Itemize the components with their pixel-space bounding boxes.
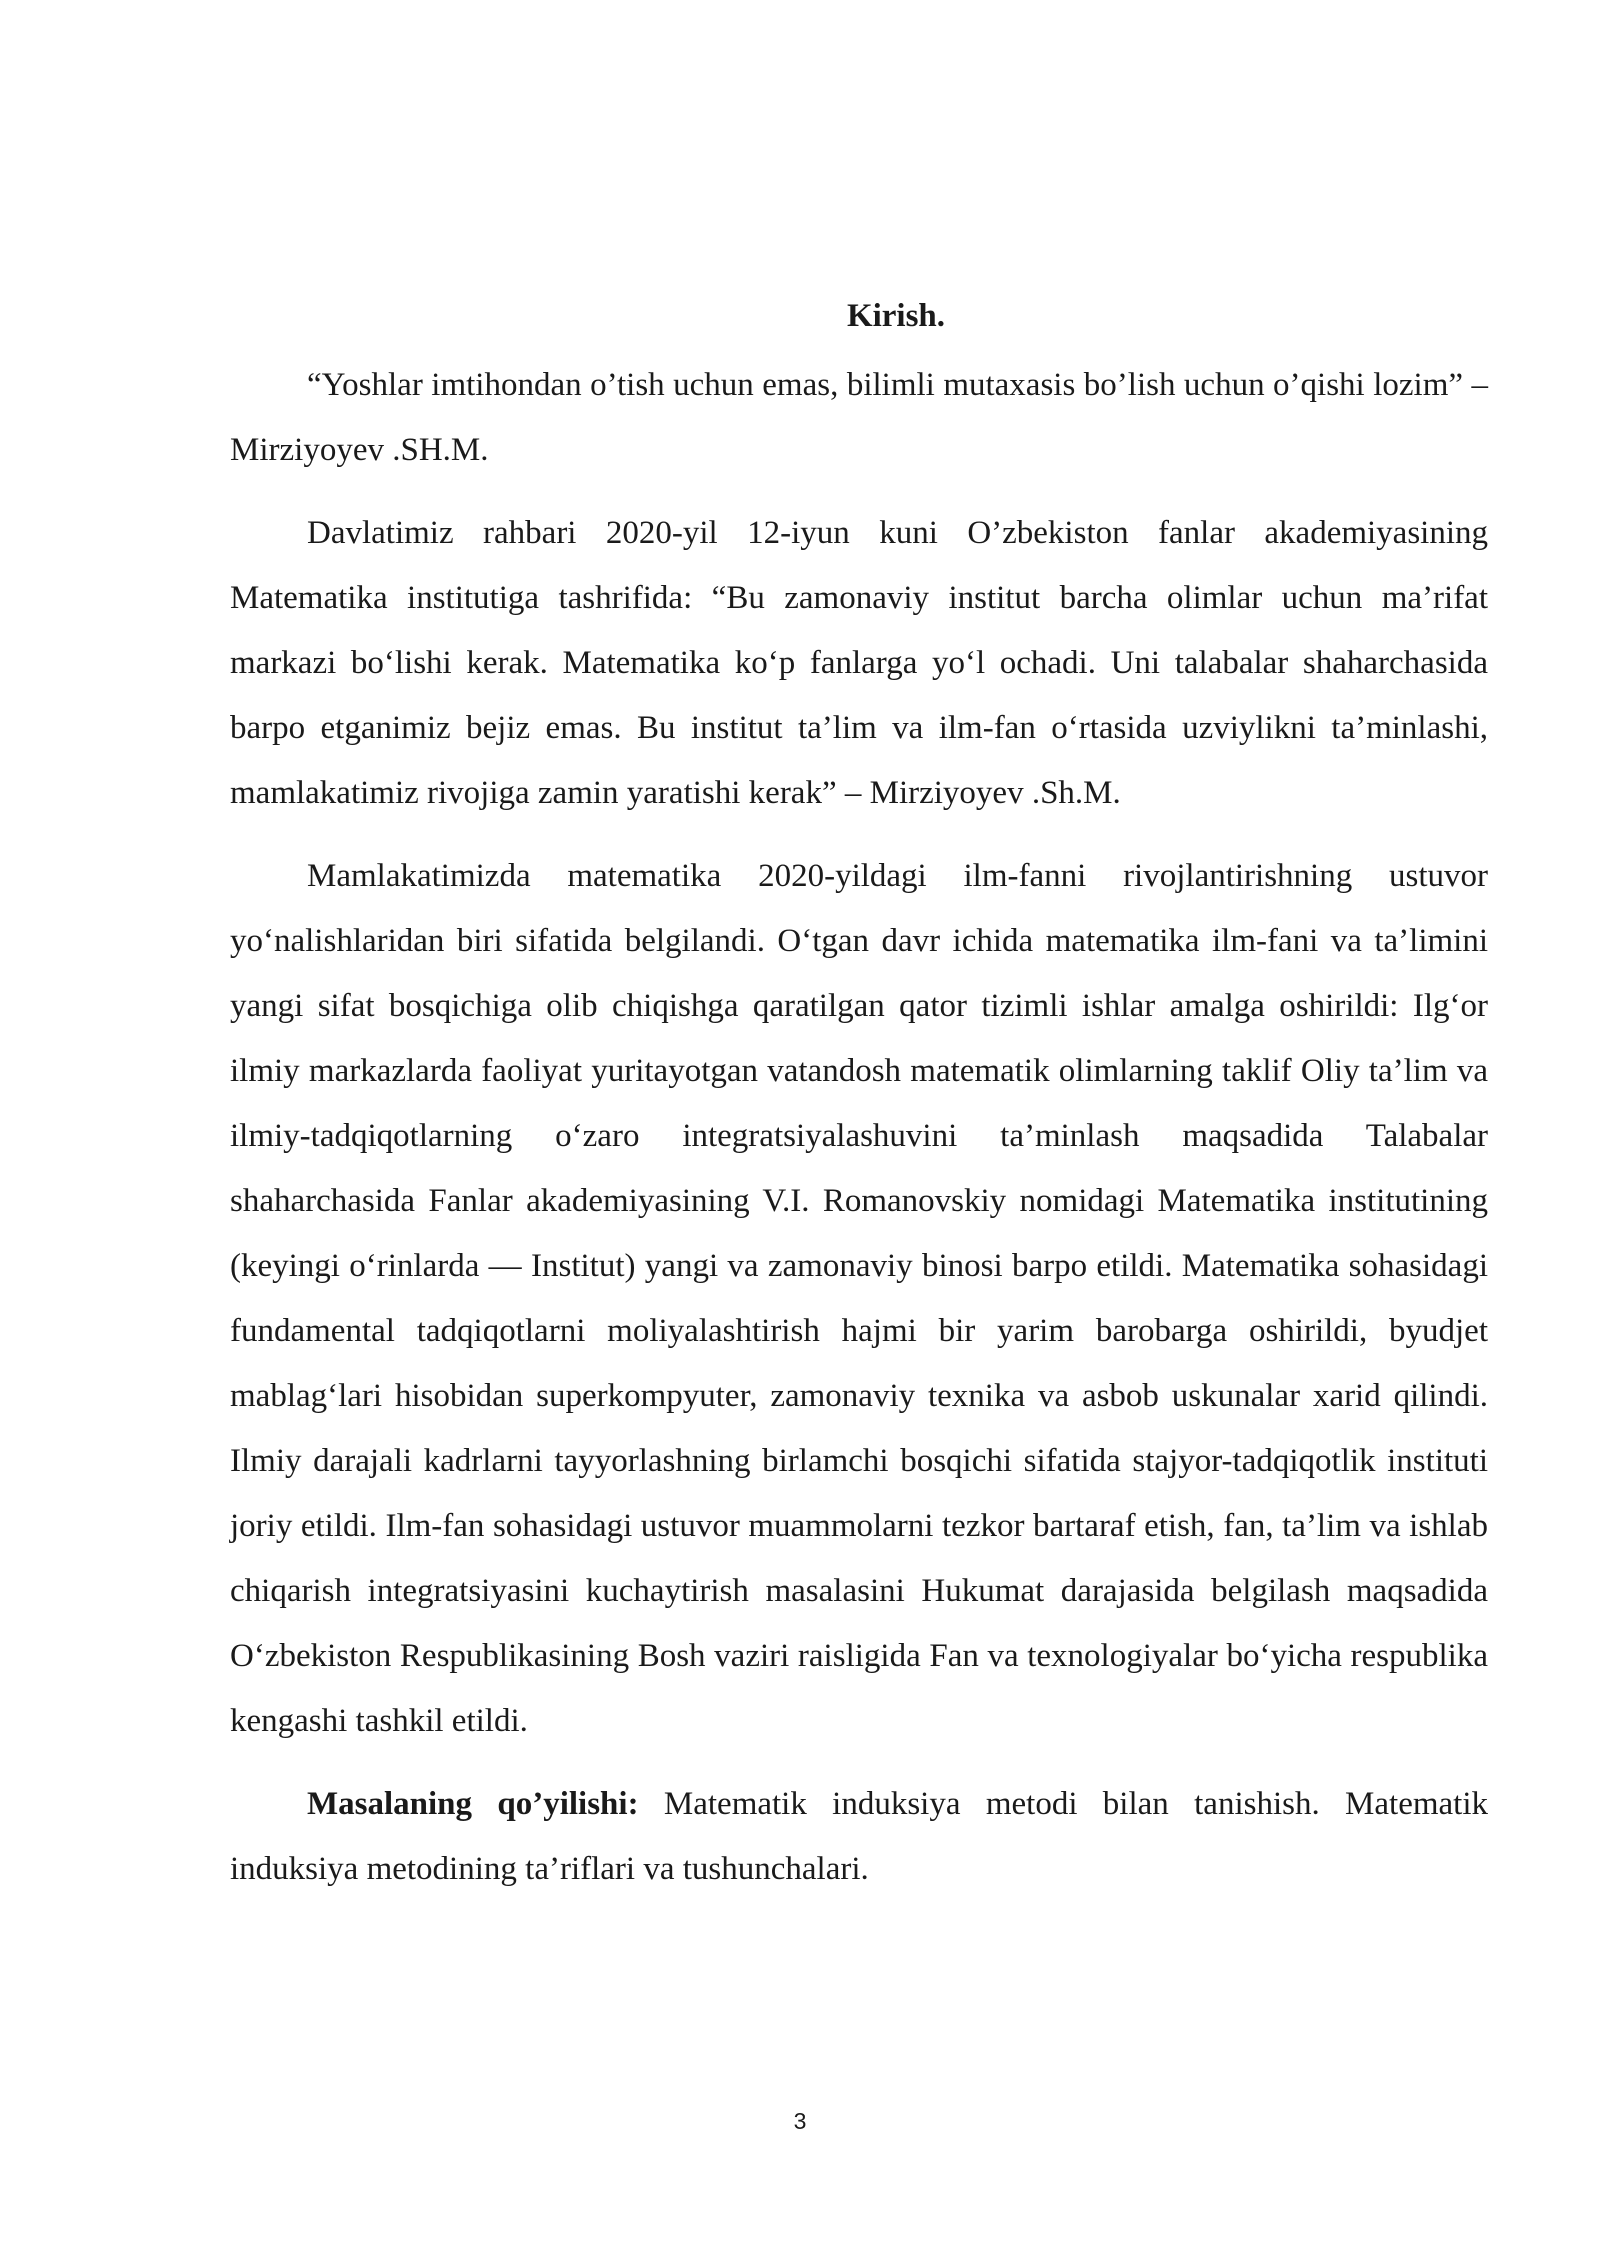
paragraph-visit: Davlatimiz rahbari 2020-yil 12-iyun kuni O’zbekiston fanlar akademiyasining Matematika institutiga tashrifida: “Bu zamonaviy institut barcha olimlar uchun ma’rifat markazi bo‘lishi kerak. Matematika ko‘p fanlarga yo‘l ochadi. Uni talabalar shaharchasida barpo etganimiz bejiz emas. Bu institut ta’lim va ilm-fan o‘rtasida uzviylikni ta’minlashi, mamlakatimiz rivojiga zamin yaratishi kerak” – Mirziyoyev .Sh.M. [230,515,1488,811]
problem-statement-label: Masalaning qo’yilishi: [307,1786,639,1822]
section-heading: Kirish. [846,298,946,334]
page-content [230,300,1488,1902]
page-number: 3 [793,2108,807,2134]
paragraph-mathematics-development: Mamlakatimizda matematika 2020-yildagi ilm-fanni rivojlantirishning ustuvor yo‘nalishlaridan biri sifatida belgilandi. O‘tgan davr ichida matematika ilm-fani va ta’limini yangi sifat bosqichiga olib chiqishga qaratilgan qator tizimli ishlar amalga oshirildi: Ilg‘or ilmiy markazlarda faoliyat yuritayotgan vatandosh matematik olimlarning taklif Oliy ta’lim va ilmiy-tadqiqotlarning o‘zaro integratsiyalashuvini ta’minlash maqsadida Talabalar shaharchasida Fanlar akademiyasining V.I. Romanovskiy nomidagi Matematika institutining (keyingi o‘rinlarda — Institut) yangi va zamonaviy binosi barpo etildi. Matematika sohasidagi fundamental tadqiqotlarni moliyalashtirish hajmi bir yarim barobarga oshirildi, byudjet mablag‘lari hisobidan superkompyuter, zamonaviy texnika va asbob uskunalar xarid qilindi. Ilmiy darajali kadrlarni tayyorlashning birlamchi bosqichi sifatida stajyor-tadqiqotlik instituti joriy etildi. Ilm-fan sohasidagi ustuvor muammolarni tezkor bartaraf etish, fan, ta’lim va ishlab chiqarish integratsiyasini kuchaytirish masalasini Hukumat darajasida belgilash maqsadida O‘zbekiston Respublikasining Bosh vaziri raisligida Fan va texnologiyalar bo‘yicha respublika kengashi tashkil etildi. [230,858,1488,1739]
epigraph-quote: “Yoshlar imtihondan o’tish uchun emas, bilimli mutaxasis bo’lish uchun o’qishi lozim” – Mirziyoyev .SH.M. [230,367,1488,468]
problem-statement-text: Matematik induksiya metodi bilan tanishish. Matematik induksiya metodining ta’riflari va tushunchalari. [230,1786,1488,1887]
problem-statement-paragraph [230,1772,1488,1902]
